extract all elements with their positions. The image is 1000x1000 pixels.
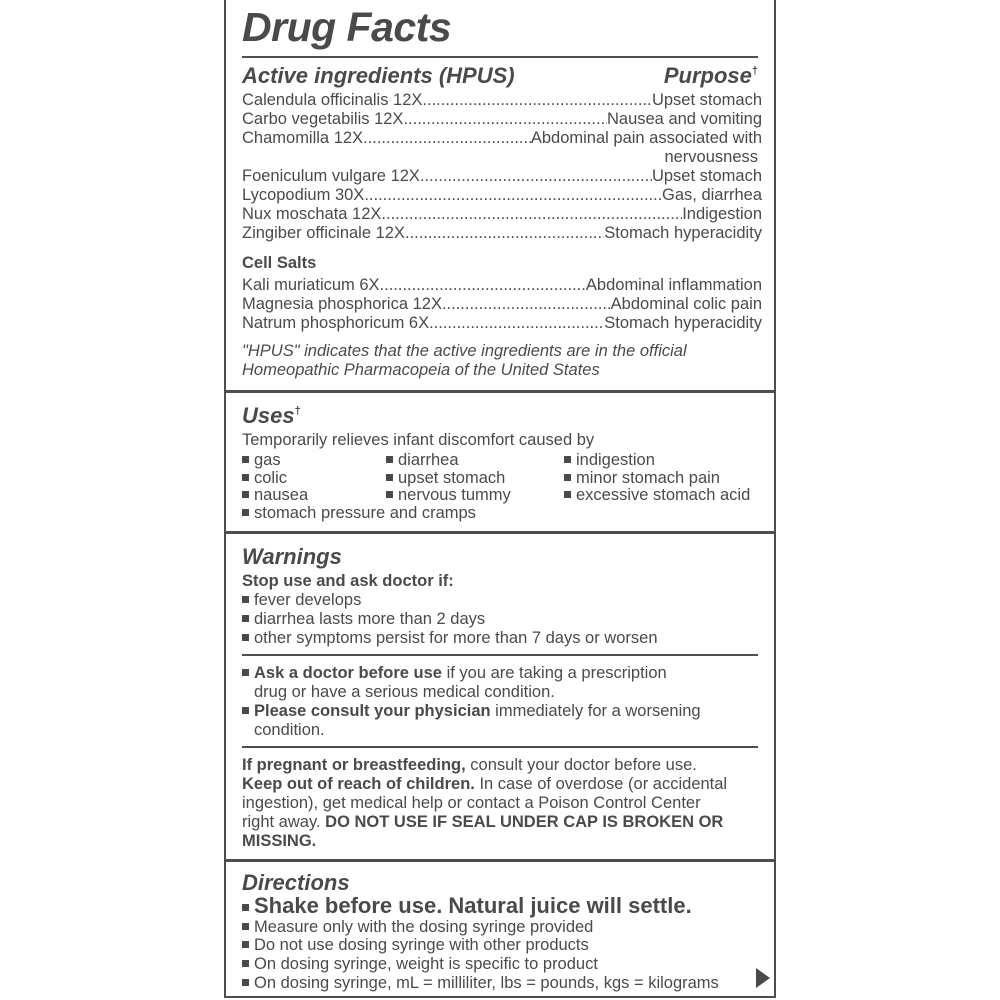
stop-use-heading: Stop use and ask doctor if: — [242, 572, 454, 590]
ask-doctor-text: if you are taking a prescription — [441, 664, 667, 682]
pregnant-line — [242, 756, 697, 775]
section-divider — [226, 531, 774, 534]
ingredient-purpose: Abdominal pain associated with — [530, 129, 762, 147]
stop-item — [242, 629, 658, 648]
use-item-label: excessive stomach acid — [576, 486, 751, 504]
bullet-icon — [242, 634, 249, 641]
bullet-icon — [242, 596, 249, 603]
bullet-icon — [242, 669, 249, 676]
uses-intro: Temporarily relieves infant discomfort caused by — [242, 431, 595, 449]
stop-item-label: other symptoms persist for more than 7 days or worsen — [254, 629, 658, 647]
use-item — [242, 504, 476, 523]
cell-salts-heading: Cell Salts — [242, 254, 317, 272]
use-item-label: nervous tummy — [398, 486, 511, 504]
ingredient-row — [242, 224, 762, 243]
section-divider — [226, 859, 774, 862]
ingredient-row — [242, 129, 762, 148]
ingredient-name: Zingiber officinale 12X — [242, 224, 405, 242]
leader-dots — [403, 110, 607, 129]
use-item — [242, 486, 308, 505]
cell-salt-purpose: Abdominal colic pain — [610, 295, 762, 313]
title-rule — [242, 56, 758, 58]
cell-salt-name: Natrum phosphoricum 6X — [242, 314, 430, 332]
leader-dots — [381, 205, 682, 224]
leader-dots — [363, 129, 531, 148]
ingredient-row — [242, 205, 762, 224]
ingredient-name: Foeniculum vulgare 12X — [242, 167, 420, 185]
use-item-label: nausea — [254, 486, 309, 504]
consult-line-1 — [242, 702, 701, 721]
stop-item — [242, 591, 361, 610]
use-item — [386, 486, 511, 505]
keep-out-line-1 — [242, 775, 727, 794]
consult-bold: Please consult your physician — [254, 702, 491, 720]
ingredient-purpose: Upset stomach — [651, 167, 762, 185]
use-item-label: colic — [254, 469, 288, 487]
bullet-icon — [242, 904, 249, 911]
ingredient-purpose: Upset stomach — [651, 91, 762, 109]
continue-arrow-icon — [756, 968, 770, 988]
leader-dots — [442, 295, 611, 314]
bullet-icon — [564, 456, 571, 463]
stop-item-label: diarrhea lasts more than 2 days — [254, 610, 486, 628]
ingredient-row — [242, 110, 762, 129]
use-item-label: indigestion — [576, 451, 655, 469]
cell-salt-name: Kali muriaticum 6X — [242, 276, 380, 294]
cell-salt-purpose: Stomach hyperacidity — [604, 314, 762, 332]
bullet-icon — [242, 509, 249, 516]
direction-item-label: On dosing syringe, weight is specific to product — [254, 955, 598, 973]
ingredient-row — [242, 167, 762, 186]
section-divider — [226, 390, 774, 393]
bullet-icon — [242, 923, 249, 930]
purpose-dagger: † — [751, 65, 758, 77]
warnings-heading: Warnings — [242, 544, 342, 569]
bullet-icon — [242, 960, 249, 967]
bullet-icon — [242, 474, 249, 481]
cell-salt-row — [242, 276, 762, 295]
uses-heading — [242, 403, 301, 429]
shake-instruction — [242, 893, 692, 919]
use-item — [564, 451, 655, 470]
direction-item — [242, 974, 719, 993]
ingredient-purpose: Nausea and vomiting — [606, 110, 762, 128]
bullet-icon — [386, 474, 393, 481]
seal-warning-1: DO NOT USE IF SEAL UNDER CAP IS BROKEN OR — [325, 813, 724, 831]
purpose-heading — [664, 63, 758, 89]
drug-facts-title: Drug Facts — [242, 4, 452, 50]
use-item-label: stomach pressure and cramps — [254, 504, 476, 522]
bullet-icon — [564, 474, 571, 481]
ingredient-name: Carbo vegetabilis 12X — [242, 110, 404, 128]
bullet-icon — [242, 707, 249, 714]
cell-salt-purpose: Abdominal inflammation — [585, 276, 762, 294]
leader-dots — [422, 91, 652, 110]
ingredient-name: Calendula officinalis 12X — [242, 91, 423, 109]
keep-out-line-3 — [242, 813, 723, 832]
keep-out-text: In case of overdose (or accidental — [474, 775, 728, 793]
warnings-rule — [242, 746, 758, 748]
pregnant-bold: If pregnant or breastfeeding, — [242, 756, 466, 774]
active-ingredients-heading: Active ingredients (HPUS) — [242, 63, 515, 88]
ingredient-name: Chamomilla 12X — [242, 129, 364, 147]
bullet-icon — [242, 615, 249, 622]
leader-dots — [429, 314, 604, 333]
bullet-icon — [242, 491, 249, 498]
ask-doctor-line-2: drug or have a serious medical condition. — [254, 683, 555, 701]
stop-item — [242, 610, 485, 629]
use-item — [242, 451, 281, 470]
use-item — [564, 486, 750, 505]
uses-dagger: † — [294, 405, 301, 417]
use-item-label: gas — [254, 451, 281, 469]
bullet-icon — [386, 456, 393, 463]
purpose-heading-label: Purpose — [663, 63, 752, 88]
use-item-label: minor stomach pain — [576, 469, 720, 487]
ingredient-purpose: Stomach hyperacidity — [604, 224, 762, 242]
use-item-label: diarrhea — [398, 451, 459, 469]
bullet-icon — [564, 491, 571, 498]
keep-out-line-2: ingestion), get medical help or contact a Poison Control Center — [242, 794, 701, 812]
bullet-icon — [242, 979, 249, 986]
leader-dots — [420, 167, 652, 186]
bullet-icon — [242, 456, 249, 463]
ask-doctor-bold: Ask a doctor before use — [254, 664, 442, 682]
ingredient-name: Nux moschata 12X — [242, 205, 382, 223]
keep-out-bold: Keep out of reach of children. — [242, 775, 475, 793]
ingredient-row — [242, 186, 762, 205]
ingredient-purpose: Gas, diarrhea — [662, 186, 762, 204]
cell-salt-name: Magnesia phosphorica 12X — [242, 295, 442, 313]
direction-item-label: On dosing syringe, mL = milliliter, lbs = pounds, kgs = kilograms — [254, 974, 719, 992]
pregnant-text: consult your doctor before use. — [465, 756, 697, 774]
use-item-label: upset stomach — [398, 469, 506, 487]
stop-item-label: fever develops — [254, 591, 362, 609]
bullet-icon — [242, 941, 249, 948]
direction-item — [242, 918, 593, 937]
leader-dots — [364, 186, 662, 205]
ask-doctor-line-1 — [242, 664, 667, 683]
direction-item — [242, 936, 589, 955]
cell-salt-row — [242, 295, 762, 314]
leader-dots — [405, 224, 604, 243]
ingredient-name: Lycopodium 30X — [242, 186, 365, 204]
ingredient-purpose: Indigestion — [682, 205, 762, 223]
drug-facts-panel — [224, 0, 776, 998]
directions-heading: Directions — [242, 870, 350, 895]
ingredient-purpose-continued: nervousness — [664, 148, 758, 166]
direction-item-label: Measure only with the dosing syringe provided — [254, 918, 594, 936]
leader-dots — [380, 276, 586, 295]
consult-text: immediately for a worsening — [490, 702, 701, 720]
warnings-rule — [242, 654, 758, 656]
consult-line-2: condition. — [254, 721, 325, 739]
shake-instruction-label: Shake before use. Natural juice will settle. — [254, 893, 692, 918]
cell-salt-row — [242, 314, 762, 333]
hpus-note-line-1: "HPUS" indicates that the active ingredients are in the official — [242, 342, 687, 360]
uses-heading-label: Uses — [242, 403, 295, 428]
keep-out-text-3: right away. — [242, 813, 326, 831]
seal-warning-2: MISSING. — [242, 832, 317, 850]
use-item — [386, 451, 459, 470]
bullet-icon — [386, 491, 393, 498]
hpus-note-line-2: Homeopathic Pharmacopeia of the United States — [242, 361, 600, 379]
ingredient-row — [242, 91, 762, 110]
direction-item-label: Do not use dosing syringe with other products — [254, 936, 589, 954]
direction-item — [242, 955, 598, 974]
